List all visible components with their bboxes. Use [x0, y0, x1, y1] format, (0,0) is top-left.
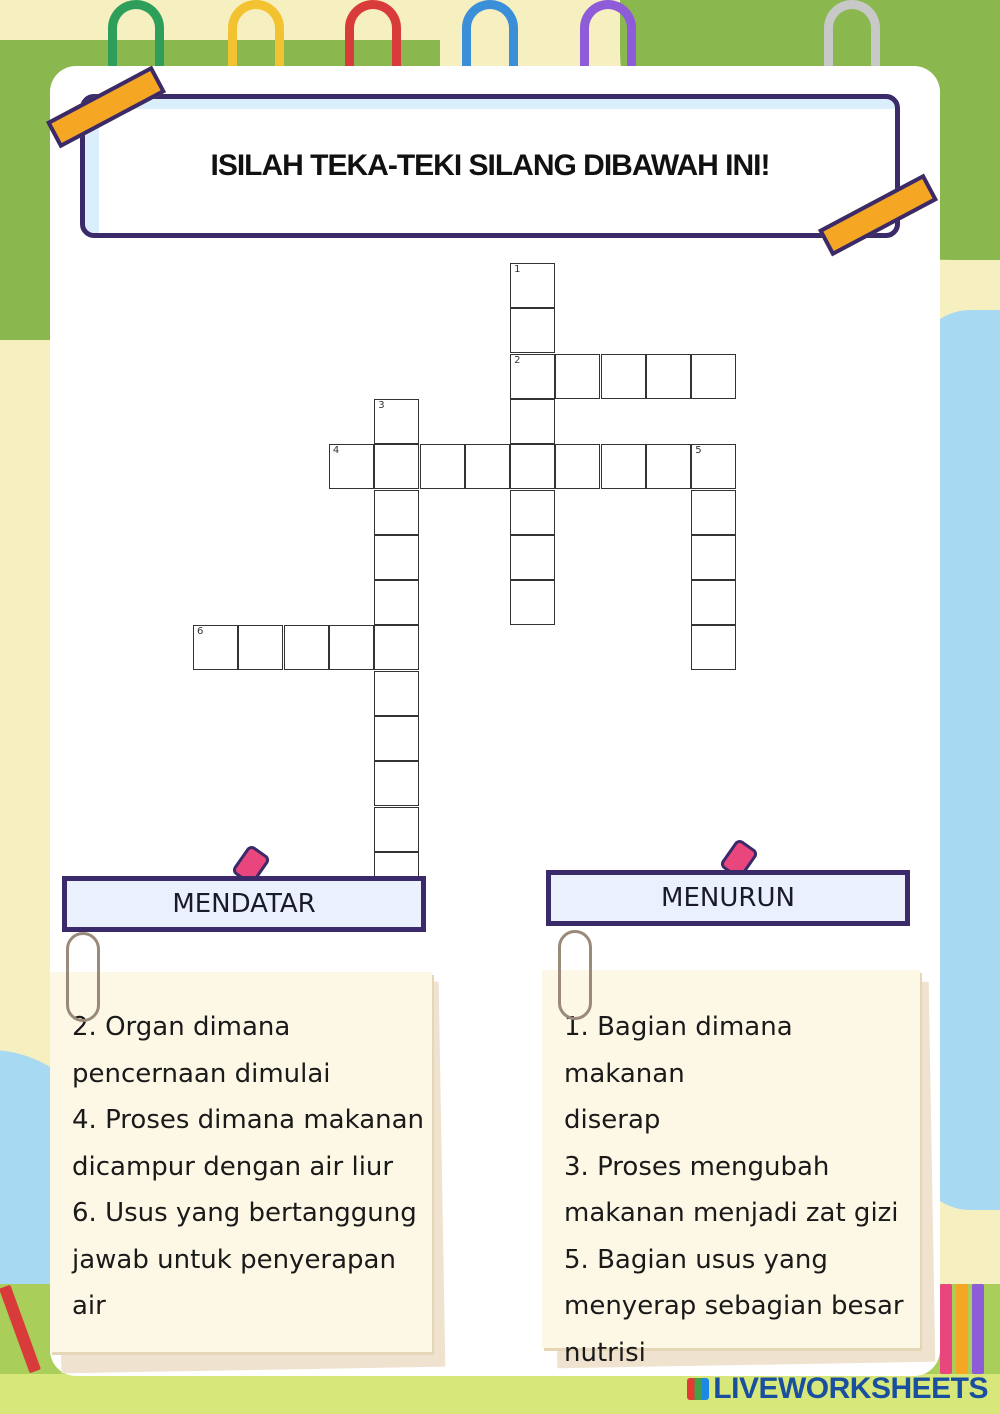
clue-line: nutrisi: [564, 1337, 646, 1368]
paperclip-icon: [558, 930, 592, 1020]
crossword-cell[interactable]: [691, 580, 736, 625]
clue-line: menyerap sebagian besar: [564, 1291, 904, 1321]
crossword-cell[interactable]: [329, 625, 374, 670]
crossword-cell[interactable]: [691, 535, 736, 580]
clue-number: 1: [514, 264, 521, 275]
paperclip-icon: [66, 932, 100, 1022]
crossword-cell[interactable]: [374, 807, 419, 852]
crossword-cell[interactable]: [420, 444, 465, 489]
liveworksheets-icon: [687, 1378, 709, 1400]
clue-line: air: [72, 1291, 106, 1321]
crossword-cell[interactable]: [510, 263, 555, 308]
menurun-note: [542, 970, 920, 1368]
crossword-cell[interactable]: [465, 444, 510, 489]
crossword-cell[interactable]: [510, 535, 555, 580]
crossword-cell[interactable]: [601, 354, 646, 399]
crossword-cell[interactable]: [374, 490, 419, 535]
crossword-cell[interactable]: [374, 671, 419, 716]
crossword-cell[interactable]: [691, 490, 736, 535]
clue-line: jawab untuk penyerapan: [72, 1244, 396, 1275]
crossword-cell[interactable]: [510, 399, 555, 444]
menurun-heading-text: MENURUN: [661, 883, 795, 913]
crossword-cell[interactable]: [555, 444, 600, 489]
crossword-cell[interactable]: [510, 444, 555, 489]
crossword-cell[interactable]: [555, 354, 600, 399]
pencil-icon: [956, 1284, 968, 1374]
crossword-cell[interactable]: [374, 625, 419, 670]
clue-number: 4: [332, 445, 340, 457]
clue-number: 3: [378, 399, 385, 411]
mendatar-clue-list: [72, 1004, 424, 1330]
mendatar-heading: [62, 876, 426, 932]
clue-number: 6: [197, 626, 204, 638]
clue-line: diserap: [564, 1105, 661, 1135]
menurun-heading: [546, 870, 910, 926]
crossword-cell[interactable]: [510, 490, 555, 535]
title-banner: [80, 94, 900, 238]
crossword-cell[interactable]: [601, 444, 646, 489]
liveworksheets-logo: [687, 1372, 988, 1406]
clue-line: 6. Usus yang bertanggung: [72, 1198, 417, 1228]
mendatar-note: [50, 972, 432, 1352]
clue-number: 2: [514, 354, 521, 366]
brand-text: LIVEWORKSHEETS: [713, 1372, 988, 1405]
crossword-cell[interactable]: [374, 399, 419, 444]
crossword-cell[interactable]: [510, 308, 555, 353]
crossword-cell[interactable]: [374, 444, 419, 489]
clue-line: 2. Organ dimana: [72, 1012, 291, 1042]
pencil-icon: [972, 1284, 984, 1374]
clue-line: 3. Proses mengubah: [564, 1151, 830, 1182]
mendatar-heading-text: MENDATAR: [172, 889, 316, 919]
clue-line: 5. Bagian usus yang: [564, 1244, 828, 1275]
page-title: ISILAH TEKA-TEKI SILANG DIBAWAH INI!: [210, 149, 770, 182]
crossword-cell[interactable]: [284, 625, 329, 670]
pencil-icon: [940, 1284, 952, 1374]
crossword-cell[interactable]: [510, 580, 555, 625]
menurun-clue-list: [564, 1004, 920, 1376]
crossword-cell[interactable]: [329, 444, 374, 489]
crossword-cell[interactable]: [374, 535, 419, 580]
crossword-cell[interactable]: [646, 354, 691, 399]
clue-line: makanan menjadi zat gizi: [564, 1198, 899, 1228]
crossword-cell[interactable]: [374, 716, 419, 761]
clue-line: 1. Bagian dimana makanan: [564, 1012, 793, 1089]
crossword-cell[interactable]: [691, 444, 736, 489]
crossword-cell[interactable]: [691, 625, 736, 670]
crossword-cell[interactable]: [691, 354, 736, 399]
clue-number: 5: [695, 445, 702, 457]
crossword-cell[interactable]: [510, 354, 555, 399]
clue-line: pencernaan dimulai: [72, 1058, 331, 1089]
crossword-cell[interactable]: [238, 625, 283, 670]
crossword-cell[interactable]: [374, 761, 419, 806]
clue-line: dicampur dengan air liur: [72, 1151, 394, 1182]
crossword-cell[interactable]: [193, 625, 238, 670]
clue-line: 4. Proses dimana makanan: [72, 1105, 425, 1135]
crossword-cell[interactable]: [646, 444, 691, 489]
crossword-cell[interactable]: [374, 580, 419, 625]
